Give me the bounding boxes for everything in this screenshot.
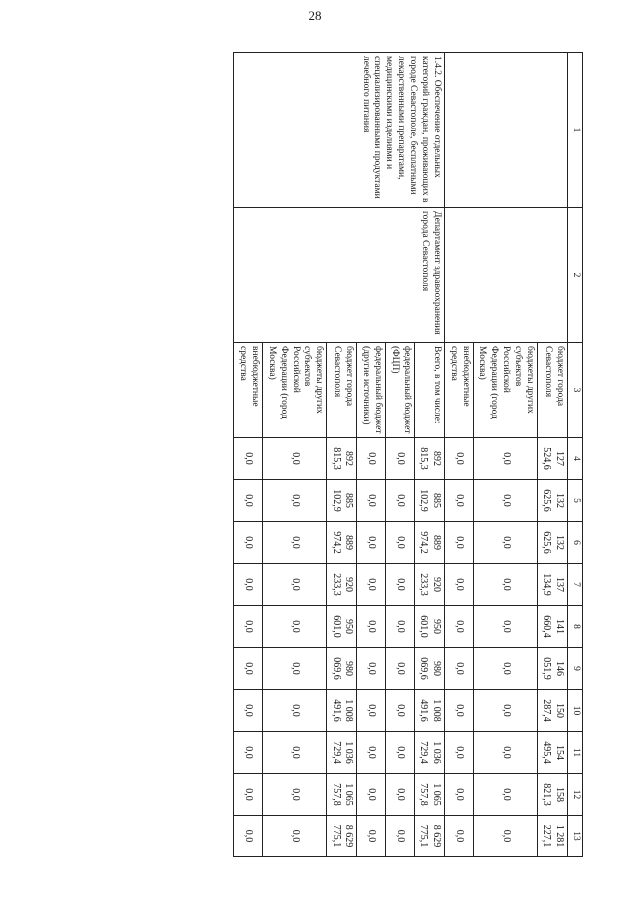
page-number: 28 (308, 8, 322, 23)
value-cell: 980 069,6 (327, 648, 357, 690)
value-cell: 885 102,9 (414, 480, 444, 522)
value-cell: 0,0 (473, 606, 537, 648)
value-cell: 0,0 (357, 648, 386, 690)
value-cell: 889 974,2 (414, 522, 444, 564)
value-cell: 0,0 (263, 774, 327, 816)
value-cell: 0,0 (234, 732, 263, 774)
table-row (414, 53, 444, 857)
value-cell: 892 815,3 (414, 438, 444, 480)
col-number: 6 (568, 522, 583, 564)
value-cell: 0,0 (263, 564, 327, 606)
activity-cell: 1.4.2. Обеспечение отдельных категорий граждан, проживающих в городе Севастополе, бесплатными лекарственными препаратами, медицинскими изделиями и специализированными продуктами лечебного питания (234, 53, 445, 208)
value-cell: 0,0 (357, 774, 386, 816)
value-cell: 0,0 (357, 606, 386, 648)
value-cell: 8 629 775,1 (327, 816, 357, 857)
funding-source-cell: бюджет города Севастополя (538, 343, 568, 438)
value-cell: 0,0 (234, 522, 263, 564)
value-cell: 0,0 (234, 480, 263, 522)
value-cell: 0,0 (357, 564, 386, 606)
value-cell: 885 102,9 (327, 480, 357, 522)
col-number: 2 (568, 208, 583, 343)
value-cell: 0,0 (444, 648, 473, 690)
col-number: 7 (568, 564, 583, 606)
value-cell: 0,0 (263, 690, 327, 732)
rotated-table-area (88, 52, 583, 857)
value-cell: 158 821,3 (538, 774, 568, 816)
value-cell: 0,0 (263, 648, 327, 690)
value-cell: 0,0 (386, 648, 415, 690)
value-cell: 132 625,6 (538, 522, 568, 564)
value-cell: 0,0 (263, 816, 327, 857)
value-cell: 0,0 (444, 774, 473, 816)
value-cell: 0,0 (444, 606, 473, 648)
funding-source-cell: бюджет города Севастополя (327, 343, 357, 438)
continued-executor-cell (444, 208, 567, 343)
value-cell: 0,0 (234, 648, 263, 690)
table-row (538, 53, 568, 857)
value-cell: 0,0 (263, 732, 327, 774)
value-cell: 0,0 (386, 816, 415, 857)
value-cell: 0,0 (357, 690, 386, 732)
value-cell: 146 051,9 (538, 648, 568, 690)
value-cell: 0,0 (473, 522, 537, 564)
value-cell: 0,0 (386, 480, 415, 522)
funding-source-cell: бюджеты других субъектов Российской Федерации (город Москва) (473, 343, 537, 438)
value-cell: 892 815,3 (327, 438, 357, 480)
value-cell: 154 495,4 (538, 732, 568, 774)
value-cell: 0,0 (263, 606, 327, 648)
value-cell: 0,0 (473, 438, 537, 480)
funding-source-cell: федеральный бюджет (другие источники) (357, 343, 386, 438)
value-cell: 920 233,3 (414, 564, 444, 606)
value-cell: 0,0 (357, 480, 386, 522)
col-number: 10 (568, 690, 583, 732)
value-cell: 980 069,6 (414, 648, 444, 690)
value-cell: 0,0 (473, 816, 537, 857)
value-cell: 0,0 (444, 438, 473, 480)
value-cell: 0,0 (444, 480, 473, 522)
value-cell: 8 629 775,1 (414, 816, 444, 857)
value-cell: 0,0 (386, 564, 415, 606)
value-cell: 0,0 (444, 522, 473, 564)
value-cell: 0,0 (444, 564, 473, 606)
col-number: 12 (568, 774, 583, 816)
value-cell: 0,0 (263, 522, 327, 564)
funding-source-cell: бюджеты других субъектов Российской Федерации (город Москва) (263, 343, 327, 438)
col-number: 5 (568, 480, 583, 522)
value-cell: 0,0 (473, 774, 537, 816)
value-cell: 0,0 (444, 690, 473, 732)
col-number: 13 (568, 816, 583, 857)
value-cell: 0,0 (234, 564, 263, 606)
value-cell: 0,0 (386, 690, 415, 732)
value-cell: 0,0 (444, 732, 473, 774)
value-cell: 1 281 227,1 (538, 816, 568, 857)
value-cell: 1 008 491,6 (414, 690, 444, 732)
value-cell: 137 134,9 (538, 564, 568, 606)
value-cell: 127 524,6 (538, 438, 568, 480)
financing-table (233, 52, 583, 857)
value-cell: 0,0 (386, 732, 415, 774)
rotated-table (88, 52, 583, 857)
value-cell: 0,0 (234, 438, 263, 480)
value-cell: 0,0 (386, 774, 415, 816)
value-cell: 1 065 757,8 (327, 774, 357, 816)
col-number: 4 (568, 438, 583, 480)
value-cell: 0,0 (263, 480, 327, 522)
executor-cell: Департамент здравоохранения города Севастополя (234, 208, 445, 343)
value-cell: 0,0 (473, 564, 537, 606)
value-cell: 0,0 (386, 438, 415, 480)
funding-source-cell: Всего, в том числе: (414, 343, 444, 438)
value-cell: 950 601,0 (327, 606, 357, 648)
funding-source-cell: федеральный бюджет (ФЦП) (386, 343, 415, 438)
value-cell: 0,0 (357, 816, 386, 857)
value-cell: 0,0 (357, 522, 386, 564)
continued-activity-cell (444, 53, 567, 208)
value-cell: 0,0 (263, 438, 327, 480)
value-cell: 889 974,2 (327, 522, 357, 564)
value-cell: 150 287,4 (538, 690, 568, 732)
value-cell: 920 233,3 (327, 564, 357, 606)
value-cell: 0,0 (357, 732, 386, 774)
value-cell: 0,0 (473, 480, 537, 522)
value-cell: 0,0 (386, 522, 415, 564)
value-cell: 141 660,4 (538, 606, 568, 648)
value-cell: 0,0 (234, 606, 263, 648)
value-cell: 0,0 (473, 732, 537, 774)
value-cell: 950 601,0 (414, 606, 444, 648)
value-cell: 1 065 757,8 (414, 774, 444, 816)
col-number: 3 (568, 343, 583, 438)
value-cell: 0,0 (357, 438, 386, 480)
value-cell: 0,0 (234, 816, 263, 857)
value-cell: 0,0 (473, 690, 537, 732)
value-cell: 0,0 (386, 606, 415, 648)
value-cell: 0,0 (234, 774, 263, 816)
value-cell: 1 008 491,6 (327, 690, 357, 732)
column-number-row (568, 53, 583, 857)
value-cell: 0,0 (444, 816, 473, 857)
value-cell: 1 036 729,4 (327, 732, 357, 774)
table-body (234, 53, 583, 857)
col-number: 1 (568, 53, 583, 208)
funding-source-cell: внебюджетные средства (444, 343, 473, 438)
value-cell: 132 625,6 (538, 480, 568, 522)
col-number: 8 (568, 606, 583, 648)
value-cell: 1 036 729,4 (414, 732, 444, 774)
col-number: 11 (568, 732, 583, 774)
col-number: 9 (568, 648, 583, 690)
value-cell: 0,0 (234, 690, 263, 732)
funding-source-cell: внебюджетные средства (234, 343, 263, 438)
value-cell: 0,0 (473, 648, 537, 690)
